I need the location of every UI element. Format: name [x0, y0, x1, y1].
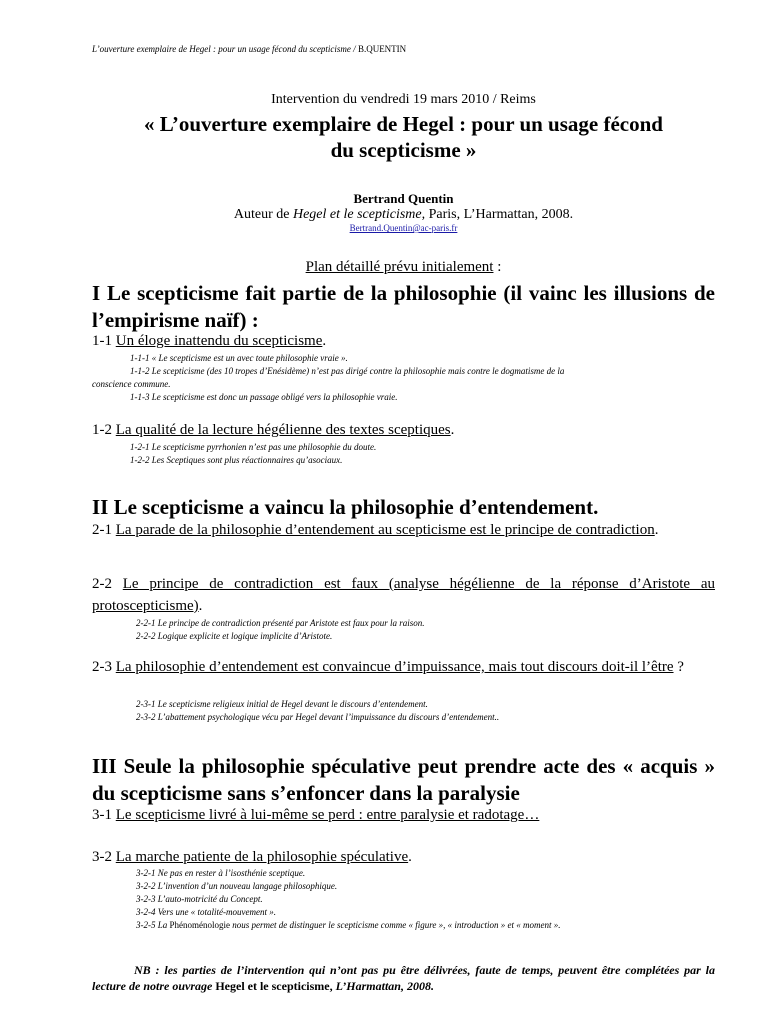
subsection-3-2-3: 3-2-3 L’auto-motricité du Concept.	[136, 894, 263, 904]
nb-note	[92, 962, 715, 994]
running-author: B.QUENTIN	[355, 44, 407, 54]
document-title	[92, 111, 715, 163]
author-email-link[interactable]: Bertrand.Quentin@ac-paris.fr	[349, 223, 458, 233]
section-number: 2-2	[92, 576, 123, 592]
section-3-2: 3-2 La marche patiente de la philosophie spéculative.	[92, 849, 412, 865]
phenomenologie-title: Phénoménologie	[169, 920, 230, 930]
plan-colon: :	[493, 259, 502, 275]
subsection-1-1-2-cont: conscience commune.	[92, 379, 171, 389]
section-title: Le scepticisme livré à lui-même se perd : entre paralysie et radotage…	[115, 807, 540, 823]
section-title: La philosophie d’entendement est convaincue d’impuissance, mais tout discours doit-il l’être	[115, 659, 674, 675]
nb-book: Hegel et le scepticisme,	[215, 979, 333, 993]
subsection-1-2-1: 1-2-1 Le scepticisme pyrrhonien n’est pas une philosophie du doute.	[130, 442, 377, 452]
section-1-2: 1-2 La qualité de la lecture hégélienne des textes sceptiques.	[92, 422, 455, 438]
author-name: Bertrand Quentin	[353, 191, 454, 206]
nb-text: NB : les parties de l’intervention qui n’ont pas pu être délivrées, faute de temps, peuvent être complétées par la lecture de notre ouvrage	[92, 963, 715, 993]
section-title: Un éloge inattendu du scepticisme	[115, 333, 323, 349]
intervention-line: Intervention du vendredi 19 mars 2010 / Reims	[271, 92, 536, 107]
part-1-heading: I Le scepticisme fait partie de la philosophie (il vainc les illusions de l’empirisme naïf) :	[92, 281, 715, 332]
nb-publisher: L’Harmattan, 2008.	[332, 979, 434, 993]
subsection-2-2-1: 2-2-1 Le principe de contradiction présenté par Aristote est faux pour la raison.	[136, 618, 425, 628]
subsection-3-2-5: 3-2-5 La Phénoménologie nous permet de distinguer le scepticisme comme « figure », « introduction » et « moment ».	[136, 920, 561, 930]
subsection-1-1-3: 1-1-3 Le scepticisme est donc un passage obligé vers la philosophie vraie.	[130, 392, 398, 402]
section-title: La marche patiente de la philosophie spéculative	[115, 849, 409, 865]
author-credit	[92, 207, 715, 223]
section-number: 2-3	[92, 659, 116, 675]
book-title: Hegel et le scepticisme,	[292, 207, 426, 222]
author-prefix: Auteur de	[233, 207, 293, 222]
section-2-2: 2-2 Le principe de contradiction est faux (analyse hégélienne de la réponse d’Aristote au protoscepticisme).	[92, 576, 716, 614]
section-title: La parade de la philosophie d’entendement au scepticisme est le principe de contradiction	[115, 522, 655, 538]
subsection-2-2-2: 2-2-2 Logique explicite et logique implicite d’Aristote.	[136, 631, 333, 641]
section-number: 1-2	[92, 422, 116, 438]
running-header	[92, 44, 406, 54]
part-3-heading: III Seule la philosophie spéculative peut prendre acte des « acquis » du scepticisme sans s’enfoncer dans la paralysie	[92, 754, 715, 805]
section-number: 3-1	[92, 807, 116, 823]
plan-label: Plan détaillé prévu initialement	[305, 259, 494, 275]
author-suffix: Paris, L’Harmattan, 2008.	[425, 207, 574, 222]
section-number: 1-1	[92, 333, 116, 349]
subsection-1-1-2: 1-1-2 Le scepticisme (des 10 tropes d’Enésidème) n’est pas dirigé contre la philosophie mais contre le dogmatisme de la	[130, 366, 565, 376]
section-3-1	[92, 804, 715, 826]
section-1-1: 1-1 Un éloge inattendu du scepticisme.	[92, 333, 327, 349]
title-line-2: du scepticisme »	[330, 138, 477, 162]
subsection-3-2-1: 3-2-1 Ne pas en rester à l’isosthénie sceptique.	[136, 868, 306, 878]
section-number: 2-1	[92, 522, 116, 538]
title-line-1: « L’ouverture exemplaire de Hegel : pour un usage fécond	[144, 112, 663, 136]
section-2-1: 2-1 La parade de la philosophie d’entendement au scepticisme est le principe de contradiction.	[92, 522, 659, 538]
subsection-1-2-2: 1-2-2 Les Sceptiques sont plus réactionnaires qu’asociaux.	[130, 455, 343, 465]
subsection-3-2-4: 3-2-4 Vers une « totalité-mouvement ».	[136, 907, 276, 917]
running-title: L’ouverture exemplaire de Hegel : pour un usage fécond du scepticisme /	[92, 44, 356, 54]
section-title: Le principe de contradiction est faux (analyse hégélienne de la réponse d’Aristote au protoscepticisme)	[92, 576, 716, 614]
section-2-3: 2-3 La philosophie d’entendement est convaincue d’impuissance, mais tout discours doit-il l’être ?	[92, 659, 684, 675]
subsection-3-2-2: 3-2-2 L’invention d’un nouveau langage philosophique.	[136, 881, 338, 891]
section-title: La qualité de la lecture hégélienne des textes sceptiques	[115, 422, 451, 438]
subsection-1-1-1: 1-1-1 « Le scepticisme est un avec toute philosophie vraie ».	[130, 353, 348, 363]
subsection-2-3-2: 2-3-2 L’abattement psychologique vécu par Hegel devant l’impuissance du discours d’entendement..	[136, 712, 500, 722]
subsection-2-3-1: 2-3-1 Le scepticisme religieux initial de Hegel devant le discours d’entendement.	[136, 699, 428, 709]
section-number: 3-2	[92, 849, 116, 865]
plan-heading	[92, 259, 715, 276]
part-2-heading: II Le scepticisme a vaincu la philosophie d’entendement.	[92, 495, 599, 519]
